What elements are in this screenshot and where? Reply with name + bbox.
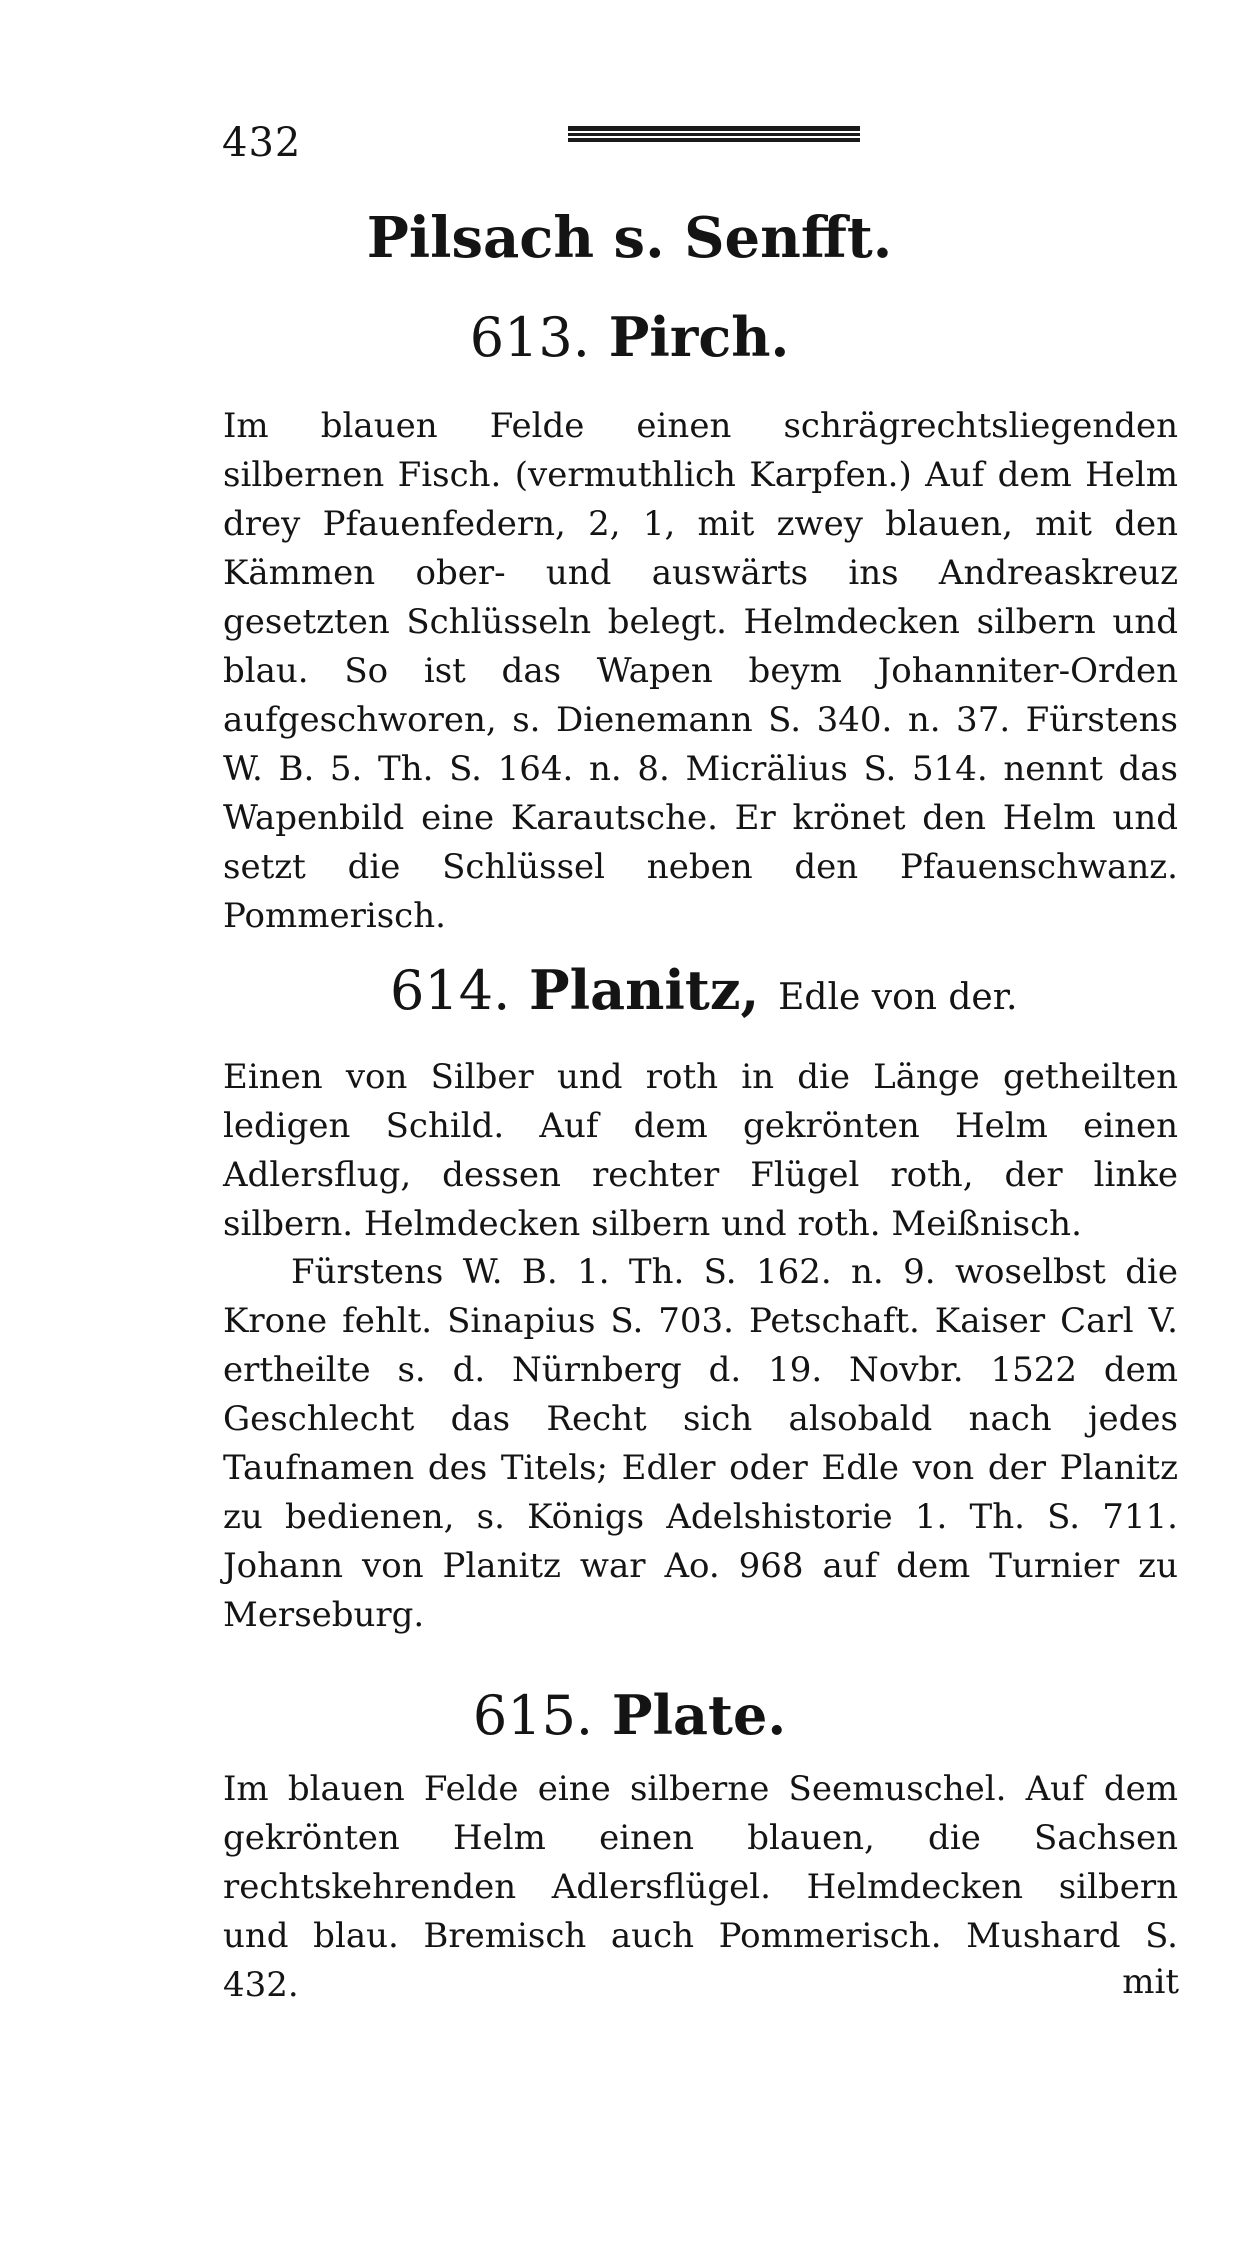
entry-title: Planitz, — [529, 958, 760, 1022]
main-heading: Pilsach s. Senfft. — [366, 205, 893, 271]
entry-615-paragraph: Im blauen Felde eine silberne Seemuschel. Auf dem gekrönten Helm einen blauen, die Sachsen rechtskehrenden Adlersflügel. Helmdecken silbern und blau. Bremisch auch Pommerisch. Mushard S. 432. — [223, 1769, 1178, 2005]
entry-title-suffix: Edle von der. — [778, 977, 1018, 1018]
ornament-line — [568, 138, 860, 142]
entry-number: 615. — [472, 1684, 594, 1747]
ornament-line — [568, 133, 860, 136]
page-number: 432 — [222, 120, 302, 166]
catchword: mit — [1122, 1962, 1179, 2002]
entry-number: 613. — [469, 306, 590, 369]
entry-heading-615 — [0, 1683, 1259, 1747]
entry-614-paragraph-1: Einen von Silber und roth in die Länge getheilten ledigen Schild. Auf dem gekrönten Helm einen Adlersflug, dessen rechter Flügel roth, der linke silbern. Helmdecken silbern und roth. Meißnisch. — [223, 1057, 1178, 1244]
entry-614-paragraph-2: Fürstens W. B. 1. Th. S. 162. n. 9. woselbst die Krone fehlt. Sinapius S. 703. Petschaft. Kaiser Carl V. ertheilte s. d. Nürnberg d. 19. Novbr. 1522 dem Geschlecht das Recht sich alsobald nach jedes Taufnamen des Titels; Edler oder Edle von der Planitz zu bedienen, s. Königs Adelshistorie 1. Th. S. 711. Johann von Planitz war Ao. 968 auf dem Turnier zu Merseburg. — [223, 1252, 1178, 1635]
entry-title: Plate. — [611, 1683, 787, 1747]
entry-number: 614. — [390, 959, 511, 1022]
entry-heading-613 — [0, 305, 1259, 369]
entry-title: Pirch. — [608, 305, 790, 369]
entry-heading-614 — [390, 958, 1017, 1022]
entry-613-paragraph: Im blauen Felde einen schrägrechtsliegenden silbernen Fisch. (vermuthlich Karpfen.) Auf dem Helm drey Pfauenfedern, 2, 1, mit zwey blauen, mit den Kämmen ober- und auswärts ins Andreaskreuz gesetzten Schlüsseln belegt. Helmdecken silbern und blau. So ist das Wapen beym Johanniter-Orden aufgeschworen, s. Dienemann S. 340. n. 37. Fürstens W. B. 5. Th. S. 164. n. 8. Micrälius S. 514. nennt das Wapenbild eine Karautsche. Er krönet den Helm und setzt die Schlüssel neben den Pfauenschwanz. Pommerisch. — [223, 406, 1178, 936]
header-rule-ornament — [568, 126, 860, 142]
ornament-line — [568, 126, 860, 131]
